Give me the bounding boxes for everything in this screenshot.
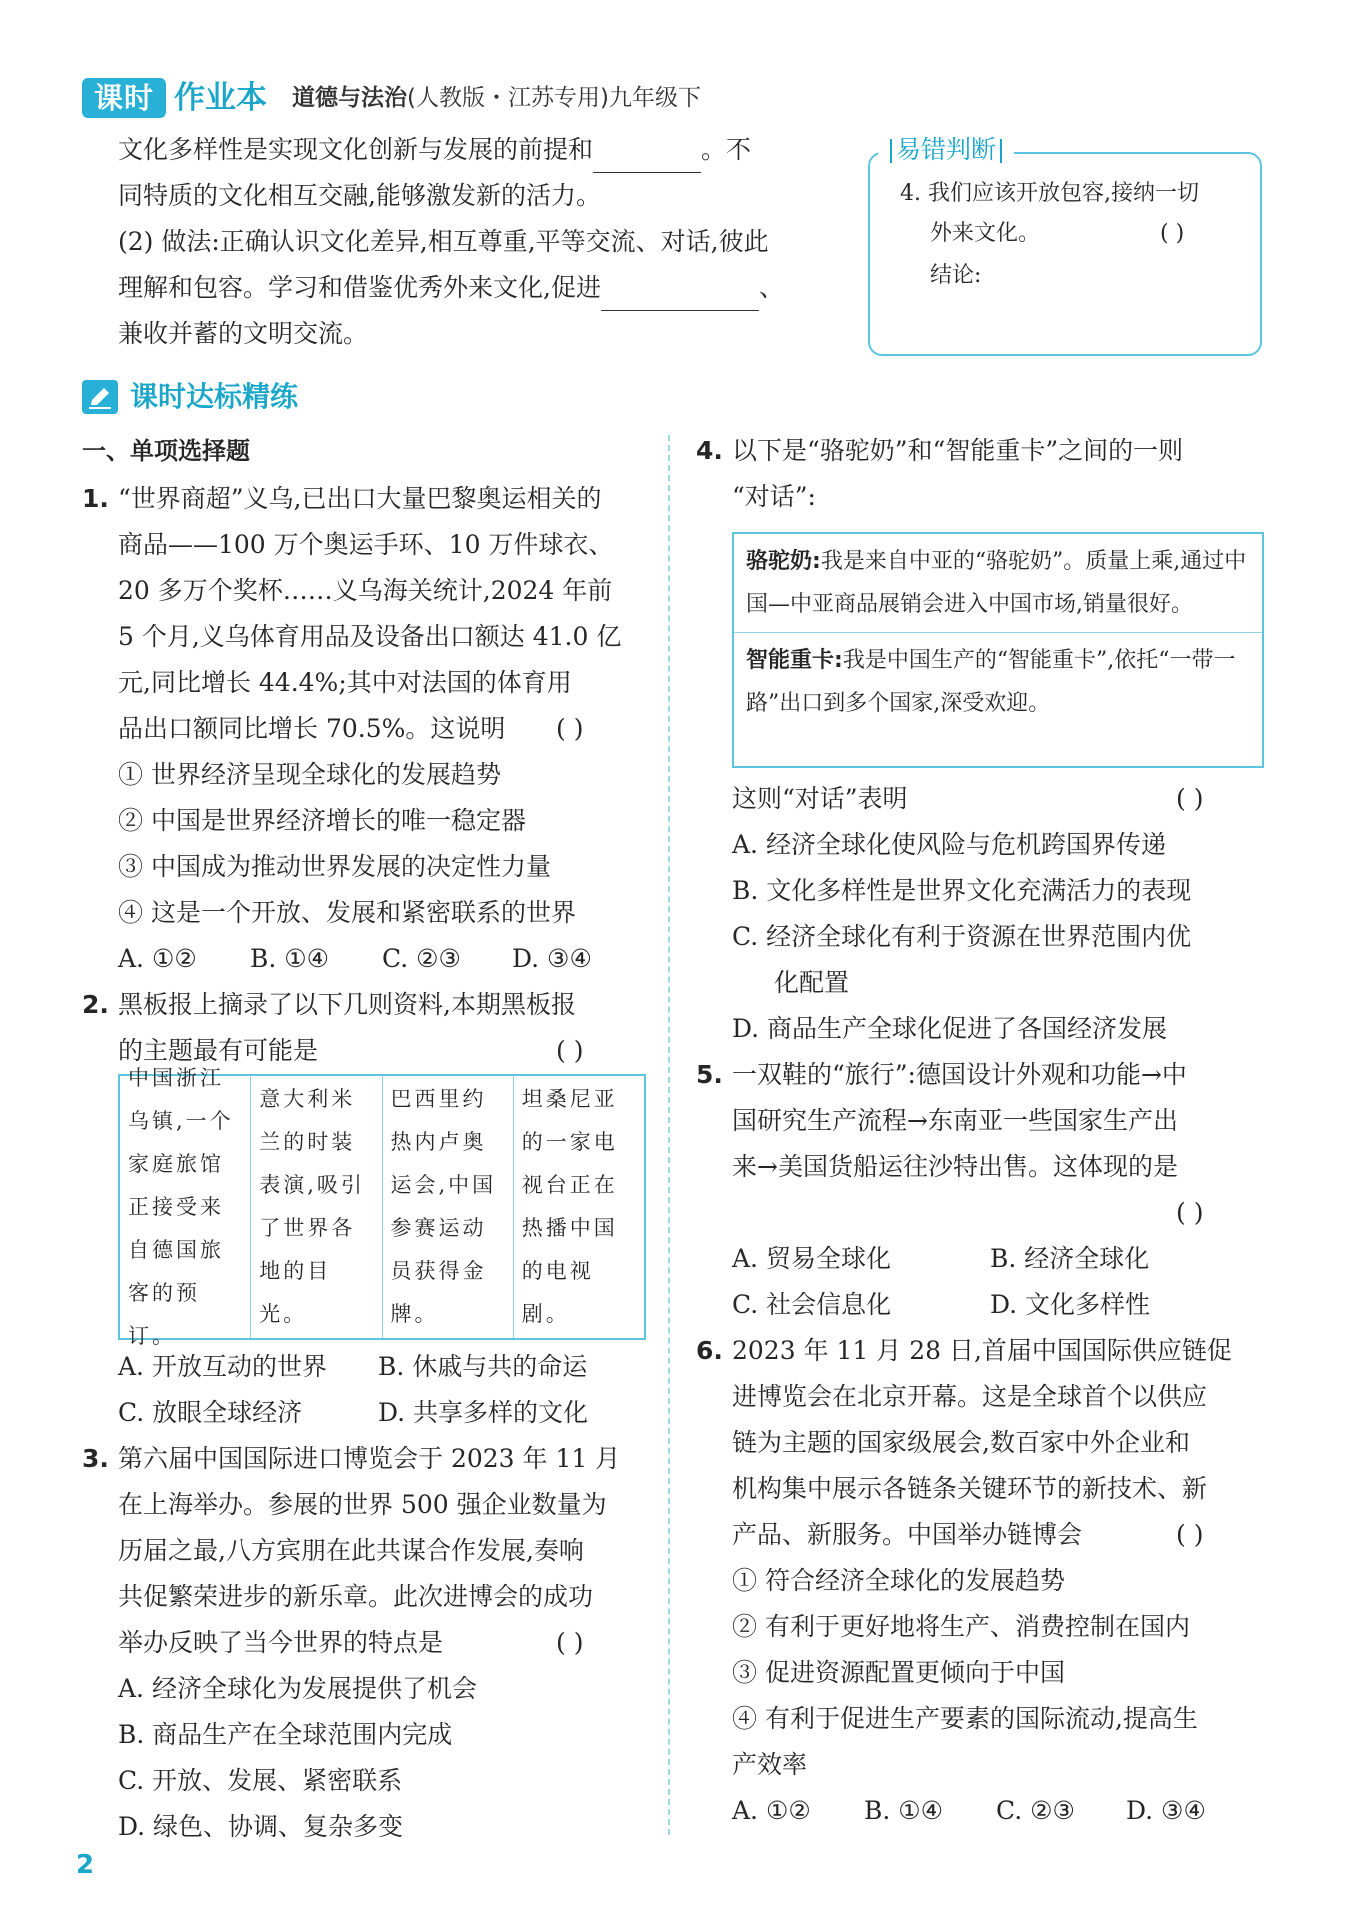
q6-item: ④ 有利于促进生产要素的国际流动,提高生 [732, 1704, 1198, 1733]
intro-line-4 [118, 265, 784, 311]
q6-item-cont: 产效率 [732, 1750, 808, 1779]
q1-line: 品出口额同比增长 70.5%。这说明 [118, 714, 506, 743]
q2-option-d[interactable]: D. 共享多样的文化 [378, 1398, 589, 1427]
q4-option-c[interactable]: C. 经济全球化有利于资源在世界范围内优 [732, 922, 1192, 951]
q2-line: 黑板报上摘录了以下几则资料,本期黑板报 [118, 990, 576, 1019]
q1-line: 20 多万个奖杯……义乌海关统计,2024 年前 [118, 576, 613, 605]
q3-option-d[interactable]: D. 绿色、协调、复杂多变 [118, 1812, 404, 1841]
q6-line: 产品、新服务。中国举办链博会 [732, 1520, 1083, 1549]
q5-option-d[interactable]: D. 文化多样性 [990, 1290, 1151, 1319]
q1-option-b[interactable]: B. ①④ [250, 944, 330, 973]
q3-option-b[interactable]: B. 商品生产在全球范围内完成 [118, 1720, 453, 1749]
q2-material-cell: 巴西里约热内卢奥运会,中国参赛运动员获得金牌。 [383, 1076, 514, 1338]
intro-line-1 [118, 127, 751, 173]
q4-answer-paren[interactable]: ( ) [1176, 784, 1204, 813]
q4-option-d[interactable]: D. 商品生产全球化促进了各国经济发展 [732, 1014, 1168, 1043]
q3-answer-paren[interactable]: ( ) [556, 1628, 584, 1657]
q4-dialog-box [732, 532, 1264, 768]
q1-item: ① 世界经济呈现全球化的发展趋势 [118, 760, 501, 789]
q2-material-cell: 中国浙江乌镇,一个家庭旅馆正接受来自德国旅客的预订。 [120, 1076, 251, 1338]
error-item-line-1: 4. 我们应该开放包容,接纳一切 [900, 181, 1199, 206]
page-number: 2 [76, 1850, 95, 1880]
q5-number: 5. [696, 1060, 723, 1089]
q3-line: 第六届中国国际进口博览会于 2023 年 11 月 [118, 1444, 621, 1473]
q4-speech: 我是来自中亚的“骆驼奶”。质量上乘,通过中国—中亚商品展销会进入中国市场,销量很好。 [746, 549, 1247, 617]
subject-name: 道德与法治 [292, 85, 407, 111]
logo-badge: 课时 [82, 78, 166, 118]
error-item-line-2: 外来文化。 [930, 221, 1041, 246]
title-bar-icon [1000, 139, 1002, 163]
q6-option-c[interactable]: C. ②③ [996, 1796, 1075, 1825]
q4-line: 以下是“骆驼奶”和“智能重卡”之间的一则 [732, 436, 1184, 465]
error-judgement-title-text: 易错判断 [896, 135, 997, 164]
q6-line: 机构集中展示各链条关键环节的新技术、新 [732, 1474, 1208, 1503]
q1-item: ② 中国是世界经济增长的唯一稳定器 [118, 806, 526, 835]
intro-line-3: (2) 做法:正确认识文化差异,相互尊重,平等交流、对话,彼此 [118, 227, 769, 256]
pencil-icon-svg [82, 380, 118, 414]
pencil-icon [82, 380, 118, 414]
q1-item: ④ 这是一个开放、发展和紧密联系的世界 [118, 898, 576, 927]
q1-answer-paren[interactable]: ( ) [556, 714, 584, 743]
q4-dialog-row [734, 534, 1262, 632]
q4-option-b[interactable]: B. 文化多样性是世界文化充满活力的表现 [732, 876, 1192, 905]
fill-blank-1[interactable] [593, 142, 701, 173]
q1-option-c[interactable]: C. ②③ [382, 944, 461, 973]
q6-option-d[interactable]: D. ③④ [1126, 1796, 1206, 1825]
q6-item: ② 有利于更好地将生产、消费控制在国内 [732, 1612, 1190, 1641]
q6-line: 2023 年 11 月 28 日,首届中国国际供应链促 [732, 1336, 1232, 1365]
q4-option-a[interactable]: A. 经济全球化使风险与危机跨国界传递 [732, 830, 1166, 859]
q1-item: ③ 中国成为推动世界发展的决定性力量 [118, 852, 551, 881]
column-divider [668, 435, 670, 1835]
q2-option-a[interactable]: A. 开放互动的世界 [118, 1352, 327, 1381]
q2-material-table [118, 1065, 646, 1348]
part-title: 一、单项选择题 [82, 437, 250, 465]
q1-line: 5 个月,义乌体育用品及设备出口额达 41.0 亿 [118, 622, 622, 651]
q2-line: 的主题最有可能是 [118, 1036, 319, 1065]
intro-line-4-text: 理解和包容。学习和借鉴优秀外来文化,促进 [118, 273, 601, 302]
q1-option-a[interactable]: A. ①② [118, 944, 197, 973]
fill-blank-2[interactable] [601, 280, 759, 311]
q4-line: “对话”: [732, 482, 816, 511]
q3-line: 举办反映了当今世界的特点是 [118, 1628, 444, 1657]
q1-line: 元,同比增长 44.4%;其中对法国的体育用 [118, 668, 572, 697]
q6-option-b[interactable]: B. ①④ [864, 1796, 944, 1825]
intro-line-4-end: 、 [758, 273, 784, 302]
q2-number: 2. [82, 990, 109, 1019]
q3-line: 历届之最,八方宾朋在此共谋合作发展,奏响 [118, 1536, 584, 1565]
q4-speaker: 智能重卡: [746, 648, 843, 673]
q2-material-cell: 坦桑尼亚的一家电视台正在热播中国的电视剧。 [521, 1087, 618, 1326]
q5-option-c[interactable]: C. 社会信息化 [732, 1290, 892, 1319]
q4-option-c-cont[interactable]: 化配置 [774, 968, 850, 997]
q4-number: 4. [696, 436, 723, 465]
q5-line: 一双鞋的“旅行”:德国设计外观和功能→中 [732, 1060, 1187, 1089]
q6-option-a[interactable]: A. ①② [732, 1796, 811, 1825]
q6-number: 6. [696, 1336, 723, 1365]
q2-answer-paren[interactable]: ( ) [556, 1036, 584, 1065]
intro-line-1-end: 。不 [701, 135, 752, 164]
error-item-conclusion: 结论: [930, 263, 982, 288]
error-item-answer-paren[interactable]: ( ) [1160, 221, 1185, 246]
title-bar-icon [890, 139, 892, 163]
error-judgement-title [878, 132, 1014, 168]
logo-text: 作业本 [174, 80, 267, 116]
section-title: 课时达标精练 [130, 380, 299, 413]
q4-speaker: 骆驼奶: [746, 549, 821, 574]
q6-line: 进博览会在北京开幕。这是全球首个以供应 [732, 1382, 1208, 1411]
q6-answer-paren[interactable]: ( ) [1176, 1520, 1204, 1549]
q6-item: ① 符合经济全球化的发展趋势 [732, 1566, 1065, 1595]
q5-option-a[interactable]: A. 贸易全球化 [732, 1244, 891, 1273]
q6-item: ③ 促进资源配置更倾向于中国 [732, 1658, 1065, 1687]
q1-line: 商品——100 万个奥运手环、10 万件球衣、 [118, 530, 614, 559]
intro-line-1-text: 文化多样性是实现文化创新与发展的前提和 [118, 135, 594, 164]
q2-material-cell: 意大利米兰的时装表演,吸引了世界各地的目光。 [251, 1076, 382, 1338]
q3-option-a[interactable]: A. 经济全球化为发展提供了机会 [118, 1674, 477, 1703]
q4-stem: 这则“对话”表明 [732, 784, 908, 813]
q3-option-c[interactable]: C. 开放、发展、紧密联系 [118, 1766, 403, 1795]
q5-option-b[interactable]: B. 经济全球化 [990, 1244, 1150, 1273]
q3-number: 3. [82, 1444, 109, 1473]
q6-line: 链为主题的国家级展会,数百家中外企业和 [732, 1428, 1190, 1457]
q4-speech: 我是中国生产的“智能重卡”,依托“一带一路”出口到多个国家,深受欢迎。 [746, 648, 1236, 716]
q2-option-c[interactable]: C. 放眼全球经济 [118, 1398, 303, 1427]
subject-edition: (人教版・江苏专用)九年级下 [407, 85, 701, 111]
q5-line: 国研究生产流程→东南亚一些国家生产出 [732, 1106, 1178, 1135]
intro-line-5: 兼收并蓄的文明交流。 [118, 319, 369, 348]
q5-line: 来→美国货船运往沙特出售。这体现的是 [732, 1152, 1178, 1181]
q1-number: 1. [82, 484, 109, 513]
header-subject [292, 80, 701, 116]
q4-dialog-row [734, 632, 1262, 731]
q2-option-b[interactable]: B. 休戚与共的命运 [378, 1352, 588, 1381]
q5-answer-paren[interactable]: ( ) [1176, 1198, 1204, 1227]
q3-line: 共促繁荣进步的新乐章。此次进博会的成功 [118, 1582, 594, 1611]
intro-line-2: 同特质的文化相互交融,能够激发新的活力。 [118, 181, 601, 210]
q1-line: “世界商超”义乌,已出口大量巴黎奥运相关的 [118, 484, 602, 513]
q3-line: 在上海举办。参展的世界 500 强企业数量为 [118, 1490, 607, 1519]
q1-option-d[interactable]: D. ③④ [512, 944, 592, 973]
